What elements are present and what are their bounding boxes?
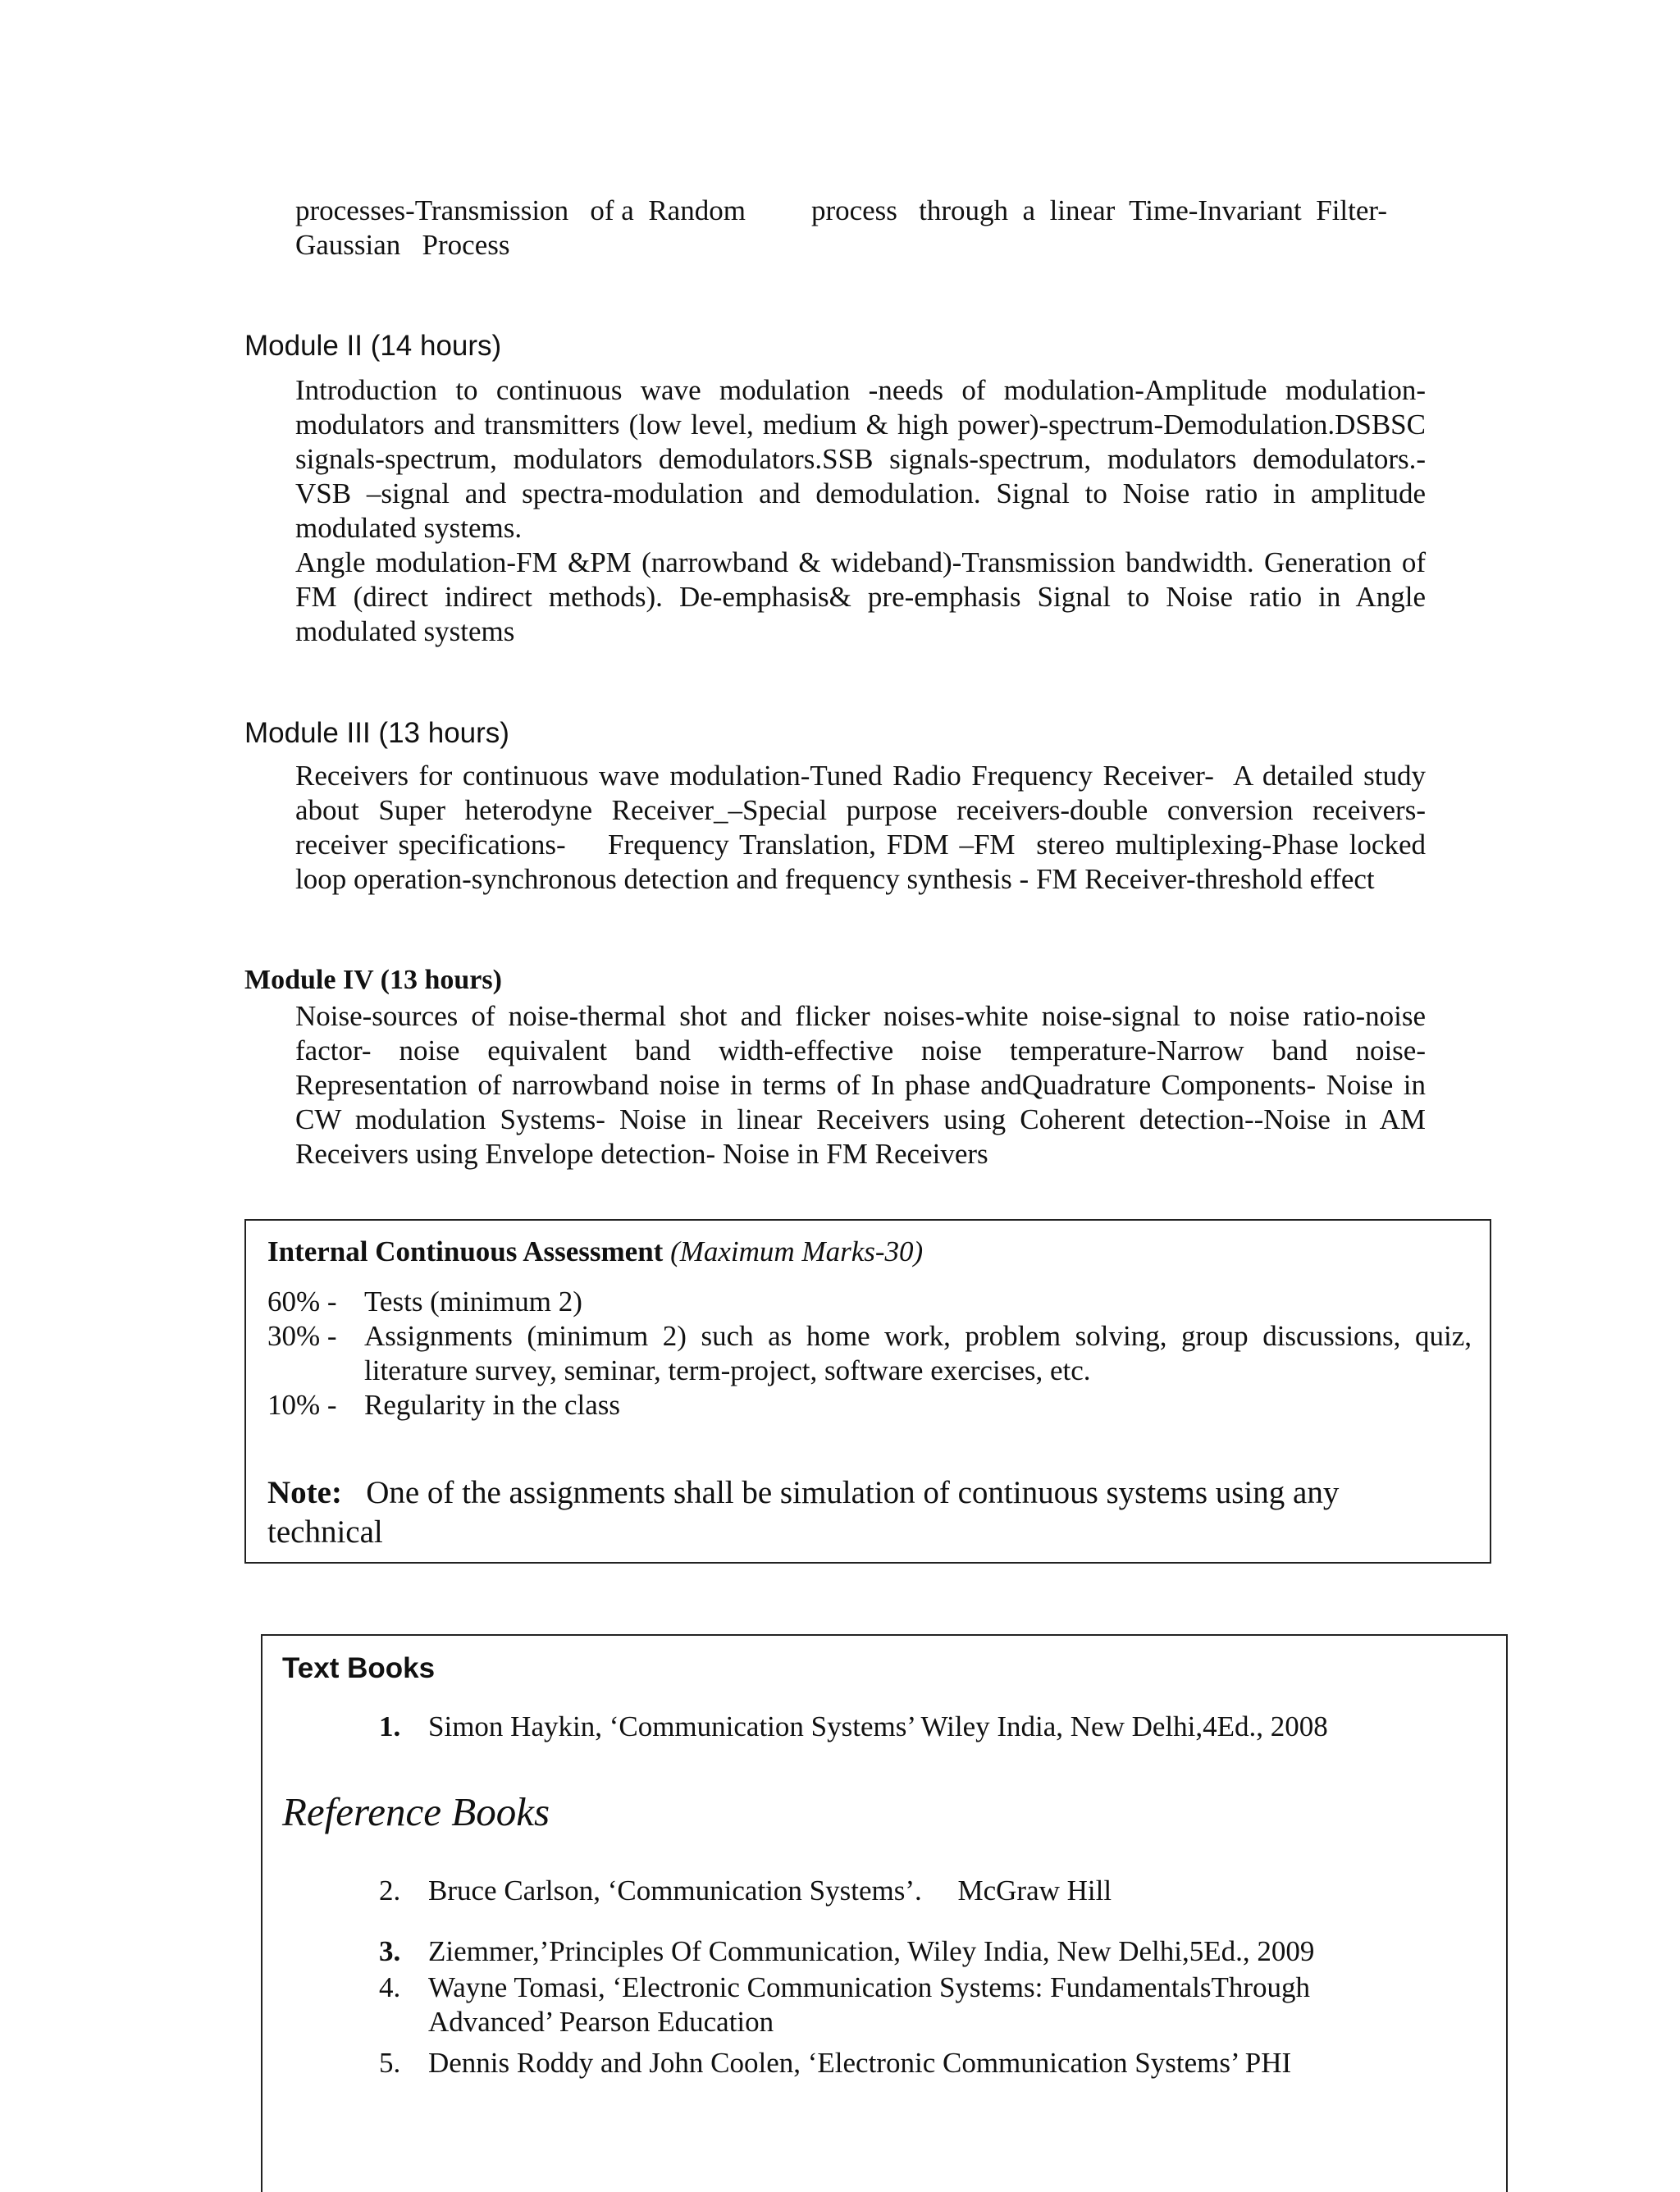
module-ii-body <box>295 373 1426 649</box>
module-iii-body <box>295 759 1433 897</box>
module-iv-heading: Module IV (13 hours) <box>244 965 502 995</box>
book-text: Dennis Roddy and John Coolen, ‘Electronic Communication Systems’ PHI <box>428 2047 1292 2079</box>
assessment-percent: 10% - <box>267 1389 337 1421</box>
assessment-item <box>267 1285 1472 1319</box>
module-ii-paragraph: Angle modulation-FM &PM (narrowband & wideband)-Transmission bandwidth. Generation of FM (direct indirect methods). De-emphasis& pre-emphasis Signal to Noise ratio in Angle modulated systems <box>295 546 1426 647</box>
module-iii-heading: Module III (13 hours) <box>244 717 509 749</box>
assessment-item <box>267 1388 1472 1423</box>
intro-line2: Gaussian Process <box>295 229 510 261</box>
reference-book-item <box>379 2046 1291 2080</box>
book-text: Bruce Carlson, ‘Communication Systems’. McGraw Hill <box>428 1875 1112 1907</box>
book-number: 4. <box>379 1971 401 2003</box>
note-text: One of the assignments shall be simulation of continuous systems using any technical <box>267 1475 1340 1550</box>
assessment-list <box>267 1285 1472 1423</box>
reference-book-item <box>379 1874 1112 1908</box>
module-iv-paragraph: Noise-sources of noise-thermal shot and flicker noises-white noise-signal to noise ratio-noise factor- noise equivalent band width-effective noise temperature-Narrow band noise-Representation of narrowband noise in terms of In phase andQuadrature Components- Noise in CW modulation Systems- Noise in linear Receivers using Coherent detection--Noise in AM Receivers using Envelope detection- Noise in FM Receivers <box>295 1000 1426 1170</box>
assessment-text: Assignments (minimum 2) such as home work, problem solving, group discussions, quiz, literature survey, seminar, term-project, software exercises, etc. <box>364 1320 1472 1386</box>
assessment-percent: 60% - <box>267 1286 337 1317</box>
module-iv-body <box>295 999 1426 1171</box>
text-books-title: Text Books <box>282 1652 436 1684</box>
assessment-subtitle: (Maximum Marks-30) <box>670 1235 924 1267</box>
reference-book-item <box>379 1934 1314 1969</box>
reference-book-item <box>379 1971 1363 2039</box>
book-text: Simon Haykin, ‘Communication Systems’ Wiley India, New Delhi,4Ed., 2008 <box>428 1710 1328 1742</box>
assessment-percent: 30% - <box>267 1320 337 1352</box>
book-number: 3. <box>379 1935 401 1967</box>
assessment-note <box>267 1473 1416 1552</box>
reference-books-title: Reference Books <box>282 1789 550 1834</box>
assessment-box <box>244 1219 1491 1564</box>
book-text: Wayne Tomasi, ‘Electronic Communication Systems: FundamentalsThrough Advanced’ Pearson Education <box>428 1971 1311 2038</box>
assessment-text: Tests (minimum 2) <box>364 1286 582 1317</box>
intro-line1-right: process through a linear Time-Invariant Filter- <box>810 194 1388 226</box>
module-i-continuation <box>295 194 1444 263</box>
module-ii-heading: Module II (14 hours) <box>244 330 502 362</box>
book-number: 1. <box>379 1710 401 1742</box>
assessment-title-row <box>267 1235 923 1268</box>
module-iii-paragraph: Receivers for continuous wave modulation-Tuned Radio Frequency Receiver- A detailed study about Super heterodyne Receiver_–Special purpose receivers-double conversion receivers-receiver specifications- Frequency Translation, FDM –FM stereo multiplexing-Phase locked loop operation-synchronous detection and frequency synthesis - FM Receiver-threshold effect <box>295 760 1433 895</box>
book-text: Ziemmer,’Principles Of Communication, Wiley India, New Delhi,5Ed., 2009 <box>428 1935 1315 1967</box>
text-book-item <box>379 1710 1328 1744</box>
note-label: Note: <box>267 1475 342 1510</box>
assessment-text: Regularity in the class <box>364 1389 621 1421</box>
intro-line1-left: processes-Transmission of a Random <box>295 194 746 226</box>
assessment-title: Internal Continuous Assessment <box>267 1235 664 1267</box>
book-number: 5. <box>379 2047 401 2079</box>
assessment-item <box>267 1319 1472 1388</box>
books-box <box>261 1634 1508 2192</box>
book-number: 2. <box>379 1875 401 1907</box>
module-ii-paragraph: Introduction to continuous wave modulation -needs of modulation-Amplitude modulation-modulators and transmitters (low level, medium & high power)-spectrum-Demodulation.DSBSC signals-spectrum, modulators demodulators.SSB signals-spectrum, modulators demodulators.-VSB –signal and spectra-modulation and demodulation. Signal to Noise ratio in amplitude modulated systems. <box>295 374 1426 544</box>
